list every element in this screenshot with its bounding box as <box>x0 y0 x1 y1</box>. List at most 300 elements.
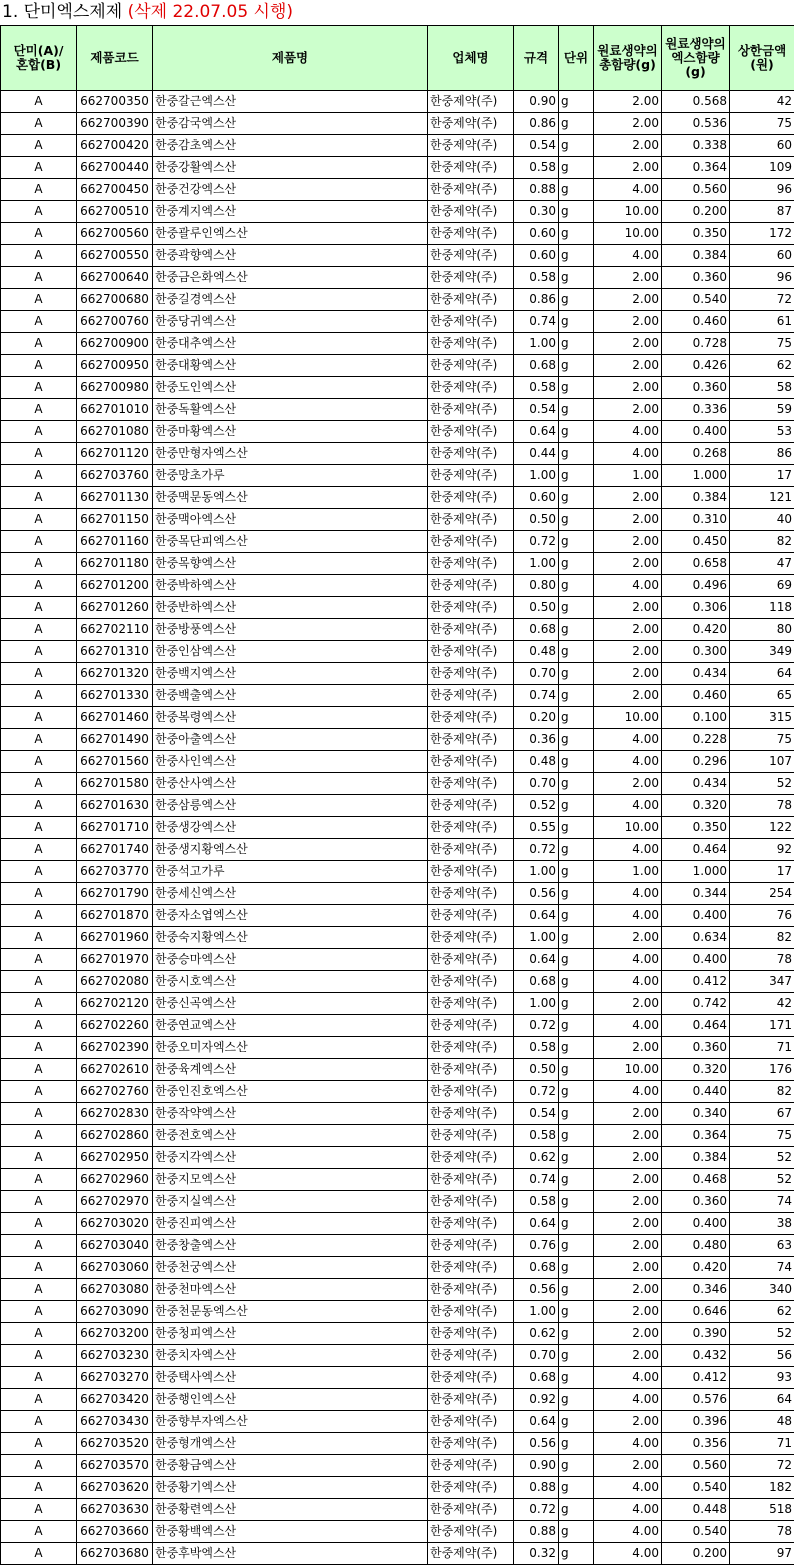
max-price-cell: 74 <box>730 1257 794 1279</box>
unit-cell: g <box>559 289 594 311</box>
max-price-cell: 53 <box>730 421 794 443</box>
product-code-cell: 662701260 <box>77 597 153 619</box>
type-cell: A <box>1 1389 77 1411</box>
company-cell: 한중제약(주) <box>428 971 514 993</box>
extract-cell: 0.460 <box>662 685 730 707</box>
total-herb-cell: 4.00 <box>594 751 662 773</box>
company-cell: 한중제약(주) <box>428 531 514 553</box>
spec-cell: 0.76 <box>514 1235 559 1257</box>
unit-cell: g <box>559 267 594 289</box>
type-cell: A <box>1 905 77 927</box>
spec-cell: 1.00 <box>514 993 559 1015</box>
extract-cell: 0.560 <box>662 179 730 201</box>
total-herb-cell: 4.00 <box>594 179 662 201</box>
extract-cell: 0.480 <box>662 1235 730 1257</box>
product-name-cell: 한중아출엑스산 <box>153 729 428 751</box>
max-price-cell: 71 <box>730 1433 794 1455</box>
product-code-cell: 662700560 <box>77 223 153 245</box>
table-row <box>1 245 794 267</box>
company-cell: 한중제약(주) <box>428 905 514 927</box>
product-name-cell: 한중반하엑스산 <box>153 597 428 619</box>
extract-cell: 0.350 <box>662 817 730 839</box>
max-price-cell: 75 <box>730 729 794 751</box>
unit-cell: g <box>559 465 594 487</box>
unit-cell: g <box>559 311 594 333</box>
total-herb-cell: 2.00 <box>594 1147 662 1169</box>
product-name-cell: 한중생강엑스산 <box>153 817 428 839</box>
product-code-cell: 662702960 <box>77 1169 153 1191</box>
spec-cell: 0.58 <box>514 1191 559 1213</box>
unit-cell: g <box>559 377 594 399</box>
company-cell: 한중제약(주) <box>428 1477 514 1499</box>
spec-cell: 0.88 <box>514 179 559 201</box>
total-herb-cell: 2.00 <box>594 531 662 553</box>
product-name-cell: 한중복령엑스산 <box>153 707 428 729</box>
extract-cell: 0.464 <box>662 1015 730 1037</box>
unit-cell: g <box>559 1279 594 1301</box>
table-row <box>1 1191 794 1213</box>
company-cell: 한중제약(주) <box>428 927 514 949</box>
table-row <box>1 1147 794 1169</box>
table-row <box>1 707 794 729</box>
extract-cell: 0.420 <box>662 619 730 641</box>
table-row <box>1 861 794 883</box>
total-herb-cell: 2.00 <box>594 355 662 377</box>
product-code-cell: 662700980 <box>77 377 153 399</box>
company-cell: 한중제약(주) <box>428 1389 514 1411</box>
product-name-cell: 한중맥아엑스산 <box>153 509 428 531</box>
type-cell: A <box>1 333 77 355</box>
max-price-cell: 87 <box>730 201 794 223</box>
table-row <box>1 1015 794 1037</box>
product-name-cell: 한중백지엑스산 <box>153 663 428 685</box>
extract-cell: 0.338 <box>662 135 730 157</box>
total-herb-cell: 2.00 <box>594 1169 662 1191</box>
total-herb-cell: 2.00 <box>594 619 662 641</box>
total-herb-cell: 2.00 <box>594 927 662 949</box>
total-herb-cell: 2.00 <box>594 1103 662 1125</box>
unit-cell: g <box>559 729 594 751</box>
product-code-cell: 662702110 <box>77 619 153 641</box>
unit-cell: g <box>559 399 594 421</box>
product-code-cell: 662700950 <box>77 355 153 377</box>
table-row <box>1 157 794 179</box>
product-name-cell: 한중후박엑스산 <box>153 1543 428 1565</box>
table-row <box>1 179 794 201</box>
spec-cell: 0.68 <box>514 1257 559 1279</box>
type-cell: A <box>1 135 77 157</box>
spec-cell: 0.72 <box>514 839 559 861</box>
company-cell: 한중제약(주) <box>428 597 514 619</box>
spec-cell: 0.54 <box>514 135 559 157</box>
extract-cell: 0.360 <box>662 1191 730 1213</box>
spec-cell: 0.68 <box>514 355 559 377</box>
extract-cell: 0.344 <box>662 883 730 905</box>
total-herb-cell: 2.00 <box>594 1411 662 1433</box>
max-price-cell: 109 <box>730 157 794 179</box>
product-code-cell: 662701080 <box>77 421 153 443</box>
type-cell: A <box>1 245 77 267</box>
type-cell: A <box>1 1279 77 1301</box>
extract-cell: 0.356 <box>662 1433 730 1455</box>
product-name-cell: 한중감국엑스산 <box>153 113 428 135</box>
type-cell: A <box>1 795 77 817</box>
unit-cell: g <box>559 355 594 377</box>
max-price-cell: 75 <box>730 333 794 355</box>
extract-cell: 0.200 <box>662 201 730 223</box>
spec-cell: 1.00 <box>514 553 559 575</box>
product-code-cell: 662701150 <box>77 509 153 531</box>
product-code-cell: 662700510 <box>77 201 153 223</box>
company-cell: 한중제약(주) <box>428 1543 514 1565</box>
total-herb-cell: 4.00 <box>594 1015 662 1037</box>
total-herb-cell: 4.00 <box>594 971 662 993</box>
type-cell: A <box>1 1345 77 1367</box>
spec-cell: 0.62 <box>514 1323 559 1345</box>
type-cell: A <box>1 1323 77 1345</box>
max-price-cell: 122 <box>730 817 794 839</box>
extract-cell: 0.346 <box>662 1279 730 1301</box>
spec-cell: 0.58 <box>514 1125 559 1147</box>
total-herb-cell: 2.00 <box>594 1125 662 1147</box>
header-total-herb-amount: 원료생약의 총함량(g) <box>594 26 662 91</box>
type-cell: A <box>1 729 77 751</box>
table-row <box>1 685 794 707</box>
extract-cell: 0.568 <box>662 91 730 113</box>
type-cell: A <box>1 839 77 861</box>
max-price-cell: 62 <box>730 355 794 377</box>
product-name-cell: 한중강활엑스산 <box>153 157 428 179</box>
type-cell: A <box>1 883 77 905</box>
product-code-cell: 662703420 <box>77 1389 153 1411</box>
table-row <box>1 883 794 905</box>
product-code-cell: 662703430 <box>77 1411 153 1433</box>
spec-cell: 0.54 <box>514 399 559 421</box>
company-cell: 한중제약(주) <box>428 575 514 597</box>
extract-cell: 0.412 <box>662 971 730 993</box>
extract-cell: 0.432 <box>662 1345 730 1367</box>
product-name-cell: 한중시호엑스산 <box>153 971 428 993</box>
total-herb-cell: 4.00 <box>594 1543 662 1565</box>
extract-cell: 0.742 <box>662 993 730 1015</box>
type-cell: A <box>1 531 77 553</box>
company-cell: 한중제약(주) <box>428 1213 514 1235</box>
table-row <box>1 575 794 597</box>
total-herb-cell: 4.00 <box>594 795 662 817</box>
table-row <box>1 1125 794 1147</box>
extract-cell: 0.390 <box>662 1323 730 1345</box>
max-price-cell: 52 <box>730 1147 794 1169</box>
type-cell: A <box>1 1257 77 1279</box>
extract-cell: 0.646 <box>662 1301 730 1323</box>
product-name-cell: 한중자소엽엑스산 <box>153 905 428 927</box>
extract-cell: 0.360 <box>662 377 730 399</box>
table-row <box>1 729 794 751</box>
spec-cell: 0.72 <box>514 1081 559 1103</box>
type-cell: A <box>1 1521 77 1543</box>
table-row <box>1 91 794 113</box>
type-cell: A <box>1 927 77 949</box>
spec-cell: 0.64 <box>514 1411 559 1433</box>
extract-cell: 0.400 <box>662 1213 730 1235</box>
company-cell: 한중제약(주) <box>428 641 514 663</box>
company-cell: 한중제약(주) <box>428 509 514 531</box>
product-code-cell: 662703040 <box>77 1235 153 1257</box>
product-name-cell: 한중작약엑스산 <box>153 1103 428 1125</box>
max-price-cell: 340 <box>730 1279 794 1301</box>
type-cell: A <box>1 861 77 883</box>
table-row <box>1 1411 794 1433</box>
spec-cell: 0.58 <box>514 157 559 179</box>
extract-cell: 0.468 <box>662 1169 730 1191</box>
total-herb-cell: 4.00 <box>594 1367 662 1389</box>
extract-cell: 0.384 <box>662 1147 730 1169</box>
type-cell: A <box>1 1455 77 1477</box>
max-price-cell: 182 <box>730 1477 794 1499</box>
product-name-cell: 한중황백엑스산 <box>153 1521 428 1543</box>
spec-cell: 0.50 <box>514 597 559 619</box>
spec-cell: 0.64 <box>514 905 559 927</box>
total-herb-cell: 10.00 <box>594 223 662 245</box>
unit-cell: g <box>559 333 594 355</box>
total-herb-cell: 4.00 <box>594 1499 662 1521</box>
type-cell: A <box>1 1191 77 1213</box>
product-name-cell: 한중인삼엑스산 <box>153 641 428 663</box>
unit-cell: g <box>559 751 594 773</box>
max-price-cell: 72 <box>730 1455 794 1477</box>
spec-cell: 0.70 <box>514 773 559 795</box>
spec-cell: 0.64 <box>514 421 559 443</box>
total-herb-cell: 2.00 <box>594 487 662 509</box>
extract-cell: 0.360 <box>662 267 730 289</box>
table-row <box>1 1037 794 1059</box>
product-code-cell: 662701960 <box>77 927 153 949</box>
product-name-cell: 한중마황엑스산 <box>153 421 428 443</box>
spec-cell: 0.36 <box>514 729 559 751</box>
unit-cell: g <box>559 795 594 817</box>
table-row <box>1 465 794 487</box>
unit-cell: g <box>559 1213 594 1235</box>
unit-cell: g <box>559 91 594 113</box>
product-name-cell: 한중곽향엑스산 <box>153 245 428 267</box>
max-price-cell: 52 <box>730 1323 794 1345</box>
type-cell: A <box>1 1213 77 1235</box>
unit-cell: g <box>559 201 594 223</box>
table-row <box>1 135 794 157</box>
product-code-cell: 662703270 <box>77 1367 153 1389</box>
product-code-cell: 662700390 <box>77 113 153 135</box>
company-cell: 한중제약(주) <box>428 1059 514 1081</box>
type-cell: A <box>1 1037 77 1059</box>
unit-cell: g <box>559 641 594 663</box>
spec-cell: 0.56 <box>514 883 559 905</box>
company-cell: 한중제약(주) <box>428 1257 514 1279</box>
unit-cell: g <box>559 1345 594 1367</box>
product-code-cell: 662701490 <box>77 729 153 751</box>
unit-cell: g <box>559 223 594 245</box>
extract-cell: 0.434 <box>662 663 730 685</box>
max-price-cell: 17 <box>730 861 794 883</box>
product-name-cell: 한중목향엑스산 <box>153 553 428 575</box>
spec-cell: 0.56 <box>514 1433 559 1455</box>
table-row <box>1 1521 794 1543</box>
company-cell: 한중제약(주) <box>428 245 514 267</box>
product-name-cell: 한중치자엑스산 <box>153 1345 428 1367</box>
product-code-cell: 662703090 <box>77 1301 153 1323</box>
product-code-cell: 662701330 <box>77 685 153 707</box>
type-cell: A <box>1 1433 77 1455</box>
table-row <box>1 509 794 531</box>
unit-cell: g <box>559 663 594 685</box>
company-cell: 한중제약(주) <box>428 1499 514 1521</box>
spec-cell: 0.20 <box>514 707 559 729</box>
type-cell: A <box>1 1235 77 1257</box>
max-price-cell: 171 <box>730 1015 794 1037</box>
extract-cell: 0.420 <box>662 1257 730 1279</box>
extract-cell: 0.400 <box>662 905 730 927</box>
spec-cell: 0.72 <box>514 531 559 553</box>
spec-cell: 0.64 <box>514 949 559 971</box>
type-cell: A <box>1 1477 77 1499</box>
table-row <box>1 487 794 509</box>
max-price-cell: 76 <box>730 905 794 927</box>
total-herb-cell: 4.00 <box>594 839 662 861</box>
company-cell: 한중제약(주) <box>428 949 514 971</box>
type-cell: A <box>1 421 77 443</box>
extract-cell: 0.200 <box>662 1543 730 1565</box>
spec-cell: 1.00 <box>514 465 559 487</box>
spec-cell: 0.44 <box>514 443 559 465</box>
unit-cell: g <box>559 1191 594 1213</box>
table-row <box>1 1433 794 1455</box>
company-cell: 한중제약(주) <box>428 289 514 311</box>
product-code-cell: 662700760 <box>77 311 153 333</box>
max-price-cell: 56 <box>730 1345 794 1367</box>
max-price-cell: 58 <box>730 377 794 399</box>
table-row <box>1 1323 794 1345</box>
unit-cell: g <box>559 905 594 927</box>
type-cell: A <box>1 157 77 179</box>
product-name-cell: 한중갈근엑스산 <box>153 91 428 113</box>
product-code-cell: 662702970 <box>77 1191 153 1213</box>
company-cell: 한중제약(주) <box>428 1147 514 1169</box>
product-code-cell: 662701120 <box>77 443 153 465</box>
table-row <box>1 443 794 465</box>
total-herb-cell: 2.00 <box>594 597 662 619</box>
product-code-cell: 662701130 <box>77 487 153 509</box>
max-price-cell: 69 <box>730 575 794 597</box>
product-name-cell: 한중산사엑스산 <box>153 773 428 795</box>
type-cell: A <box>1 201 77 223</box>
product-code-cell: 662703760 <box>77 465 153 487</box>
spec-cell: 0.48 <box>514 751 559 773</box>
total-herb-cell: 4.00 <box>594 1477 662 1499</box>
extract-cell: 0.296 <box>662 751 730 773</box>
product-name-cell: 한중천마엑스산 <box>153 1279 428 1301</box>
type-cell: A <box>1 1301 77 1323</box>
company-cell: 한중제약(주) <box>428 135 514 157</box>
type-cell: A <box>1 1169 77 1191</box>
company-cell: 한중제약(주) <box>428 1191 514 1213</box>
company-cell: 한중제약(주) <box>428 1103 514 1125</box>
company-cell: 한중제약(주) <box>428 883 514 905</box>
product-code-cell: 662703680 <box>77 1543 153 1565</box>
company-cell: 한중제약(주) <box>428 619 514 641</box>
company-cell: 한중제약(주) <box>428 355 514 377</box>
max-price-cell: 107 <box>730 751 794 773</box>
type-cell: A <box>1 553 77 575</box>
type-cell: A <box>1 1499 77 1521</box>
product-name-cell: 한중승마엑스산 <box>153 949 428 971</box>
spec-cell: 0.92 <box>514 1389 559 1411</box>
max-price-cell: 60 <box>730 135 794 157</box>
total-herb-cell: 2.00 <box>594 135 662 157</box>
product-code-cell: 662702950 <box>77 1147 153 1169</box>
spec-cell: 0.86 <box>514 113 559 135</box>
total-herb-cell: 10.00 <box>594 817 662 839</box>
extract-cell: 0.560 <box>662 1455 730 1477</box>
total-herb-cell: 10.00 <box>594 707 662 729</box>
company-cell: 한중제약(주) <box>428 861 514 883</box>
product-name-cell: 한중도인엑스산 <box>153 377 428 399</box>
product-code-cell: 662703660 <box>77 1521 153 1543</box>
product-code-cell: 662700350 <box>77 91 153 113</box>
type-cell: A <box>1 993 77 1015</box>
table-row <box>1 993 794 1015</box>
product-code-cell: 662701200 <box>77 575 153 597</box>
company-cell: 한중제약(주) <box>428 663 514 685</box>
product-code-cell: 662702390 <box>77 1037 153 1059</box>
product-name-cell: 한중연교엑스산 <box>153 1015 428 1037</box>
max-price-cell: 75 <box>730 113 794 135</box>
total-herb-cell: 2.00 <box>594 1213 662 1235</box>
extract-cell: 0.384 <box>662 487 730 509</box>
max-price-cell: 42 <box>730 91 794 113</box>
extract-cell: 0.412 <box>662 1367 730 1389</box>
header-product-code: 제품코드 <box>77 26 153 91</box>
spec-cell: 0.64 <box>514 1213 559 1235</box>
max-price-cell: 82 <box>730 531 794 553</box>
total-herb-cell: 2.00 <box>594 289 662 311</box>
max-price-cell: 17 <box>730 465 794 487</box>
max-price-cell: 61 <box>730 311 794 333</box>
unit-cell: g <box>559 1367 594 1389</box>
total-herb-cell: 2.00 <box>594 399 662 421</box>
table-row <box>1 223 794 245</box>
spec-cell: 1.00 <box>514 333 559 355</box>
unit-cell: g <box>559 1543 594 1565</box>
product-code-cell: 662703620 <box>77 1477 153 1499</box>
table-row <box>1 267 794 289</box>
max-price-cell: 349 <box>730 641 794 663</box>
spec-cell: 0.68 <box>514 1367 559 1389</box>
extract-cell: 0.400 <box>662 421 730 443</box>
product-name-cell: 한중천문동엑스산 <box>153 1301 428 1323</box>
extract-cell: 0.350 <box>662 223 730 245</box>
unit-cell: g <box>559 1455 594 1477</box>
type-cell: A <box>1 663 77 685</box>
max-price-cell: 78 <box>730 795 794 817</box>
table-row <box>1 531 794 553</box>
extract-cell: 0.440 <box>662 1081 730 1103</box>
total-herb-cell: 4.00 <box>594 245 662 267</box>
company-cell: 한중제약(주) <box>428 1125 514 1147</box>
type-cell: A <box>1 399 77 421</box>
total-herb-cell: 2.00 <box>594 663 662 685</box>
type-cell: A <box>1 465 77 487</box>
product-name-cell: 한중진피엑스산 <box>153 1213 428 1235</box>
extract-cell: 0.658 <box>662 553 730 575</box>
